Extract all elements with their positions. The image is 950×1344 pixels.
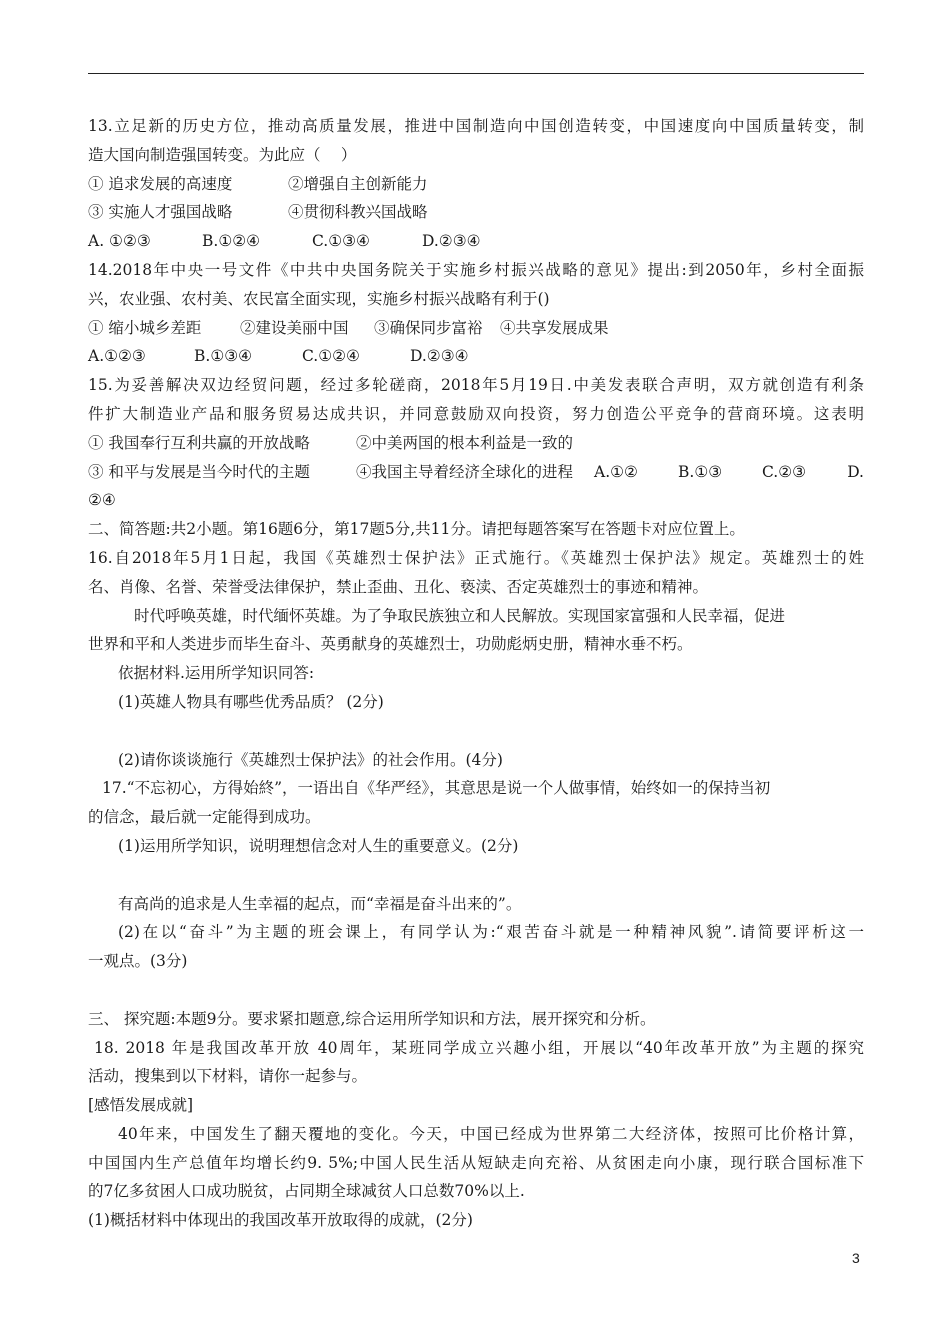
q15-choice-c: C.②③ — [762, 462, 807, 481]
q17-subquestion-2-line2: 一观点。(3分) — [88, 952, 188, 971]
q14-options — [88, 314, 864, 343]
q15-option-2: ②中美两国的根本利益是一致的 — [356, 433, 574, 452]
q14-stem-line1: 14.2018年中央一号文件《中共中央国务院关于实施乡村振兴战略的意见》提出:到2050年，乡村全面振 — [88, 260, 864, 279]
q15-choice-a: A.①② — [594, 462, 638, 481]
q16-subquestion-1: (1)英雄人物具有哪些优秀品质？ (2分) — [118, 692, 384, 711]
q14-choice-a: A.①②③ — [88, 347, 146, 366]
q18-stem-line1: 18. 2018 年是我国改革开放 40周年，某班同学成立兴趣小组，开展以“40年改革开放”为主题的探究 — [94, 1038, 864, 1057]
q18-material-tag: [感悟发展成就] — [88, 1096, 194, 1115]
q16-prompt: 依据材料.运用所学知识同答: — [118, 664, 315, 683]
q14-choice-c: C.①②④ — [302, 347, 360, 366]
answer-space — [88, 717, 864, 746]
q18-material-line1: 40年来，中国发生了翻天覆地的变化。今天，中国已经成为世界第二大经济体，按照可比价格计算， — [118, 1124, 864, 1143]
q16-material-line2: 世界和平和人类进步而毕生奋斗、英勇献身的英雄烈士，功勋彪炳史册，精神水垂不朽。 — [88, 635, 693, 654]
q17-stem-line1: 17.“不忘初心，方得始終”，一语出自《华严经》，其意思是说一个人做事情，始终如一的保持当初 — [102, 779, 771, 798]
q14-option-1: ① 缩小城乡差距 — [88, 318, 202, 337]
q13-choice-b: B.①②④ — [202, 232, 261, 251]
q13-choice-d: D.②③④ — [422, 232, 481, 251]
q14-choice-d: D.②③④ — [410, 347, 469, 366]
q18-material-line3: 的7亿多贫困人口成功脱贫，占同期全球减贫人口总数70%以上. — [88, 1182, 525, 1201]
q14-option-4: ④共享发展成果 — [500, 318, 609, 337]
q17-subquestion-1: (1)运用所学知识，说明理想信念对人生的重要意义。(2分) — [118, 836, 519, 855]
section3-heading: 三、 探究题:本题9分。要求紧扣题意,综合运用所学知识和方法，展开探究和分析。 — [88, 1009, 656, 1028]
q13-option-2: ②增强自主创新能力 — [288, 174, 428, 193]
q16-subquestion-2: (2)请你谈谈施行《英雄烈士保护法》的社会作用。(4分) — [118, 750, 503, 769]
q13-choices — [88, 227, 864, 256]
q13-option-3: ③ 实施人才强国战略 — [88, 203, 233, 222]
answer-space — [88, 861, 864, 890]
q14-choice-b: B.①③④ — [194, 347, 253, 366]
q14-stem-line2: 兴，农业强、农村美、农民富全面实现，实施乡村振兴战略有利于() — [88, 289, 550, 308]
q17-material: 有高尚的追求是人生幸福的起点，而“幸福是奋斗出来的”。 — [118, 894, 522, 913]
q17-subquestion-2-line1: (2)在以“奋斗”为主题的班会课上，有同学认为:“艰苦奋斗就是一种精神风貌”.请简要评析这一 — [118, 923, 864, 942]
q15-choice-b: B.①③ — [678, 462, 723, 481]
q15-choice-d: D. — [847, 462, 864, 481]
q13-option-4: ④贯彻科教兴国战略 — [288, 203, 428, 222]
q13-option-1: ① 追求发展的高速度 — [88, 174, 233, 193]
q13-choice-a: A. ①②③ — [88, 232, 151, 251]
q15-option-1: ① 我国奉行互利共赢的开放战略 — [88, 433, 310, 452]
q13-choice-c: C.①③④ — [312, 232, 370, 251]
header-rule — [88, 73, 864, 74]
q15-choice-d-continued: ②④ — [88, 491, 116, 510]
q14-option-2: ②建设美丽中国 — [240, 318, 349, 337]
q18-stem-line2: 活动，搜集到以下材料，请你一起参与。 — [88, 1067, 368, 1086]
q15-stem-line2: 件扩大制造业产品和服务贸易达成共识，并同意鼓励双向投资，努力创造公平竞争的营商环境。这表明 — [88, 404, 864, 423]
q15-options-row2 — [88, 458, 864, 487]
q15-options-row1 — [88, 429, 864, 458]
page-number: 3 — [852, 1250, 860, 1266]
q13-stem-line1: 13.立足新的历史方位，推动高质量发展，推进中国制造向中国创造转变，中国速度向中国质量转变，制 — [88, 117, 864, 135]
exam-page-content — [88, 112, 864, 1235]
section2-heading: 二、简答题:共2小题。第16题6分，第17题5分,共11分。请把每题答案写在答题卡对应位置上。 — [88, 520, 745, 539]
q15-stem-line1: 15.为妥善解决双边经贸问题，经过多轮磋商，2018年5月19日.中美发表联合声明，双方就创造有利条 — [88, 376, 864, 395]
q16-material-line1: 时代呼唤英雄，时代缅怀英雄。为了争取民族独立和人民解放。实现国家富强和人民幸福，促进 — [134, 606, 786, 625]
q18-subquestion-1: (1)概括材料中体现出的我国改革开放取得的成就，(2分) — [88, 1211, 473, 1230]
q16-stem-line2: 名、肖像、名誉、荣誉受法律保护，禁止歪曲、丑化、亵渎、否定英雄烈士的事迹和精神。 — [88, 577, 709, 596]
q14-choices — [88, 342, 864, 371]
q17-stem-line2: 的信念，最后就一定能得到成功。 — [88, 808, 321, 827]
q14-option-3: ③确保同步富裕 — [374, 318, 483, 337]
q15-option-3: ③ 和平与发展是当今时代的主题 — [88, 462, 310, 481]
q13-stem-line2: 造大国向制造强国转变。为此应（ ） — [88, 145, 357, 164]
q18-material-line2: 中国国内生产总值年均增长约9. 5%;中国人民生活从短缺走向充裕、从贫困走向小康，现行联合国标准下 — [88, 1153, 864, 1172]
q16-stem-line1: 16.自2018年5月1日起，我国《英雄烈士保护法》正式施行。《英雄烈士保护法》规定。英雄烈士的姓 — [88, 548, 864, 567]
answer-space — [88, 976, 864, 1005]
q15-option-4: ④我国主导着经济全球化的进程 — [356, 462, 574, 481]
q13-options-row1 — [88, 170, 864, 199]
q13-options-row2 — [88, 198, 864, 227]
